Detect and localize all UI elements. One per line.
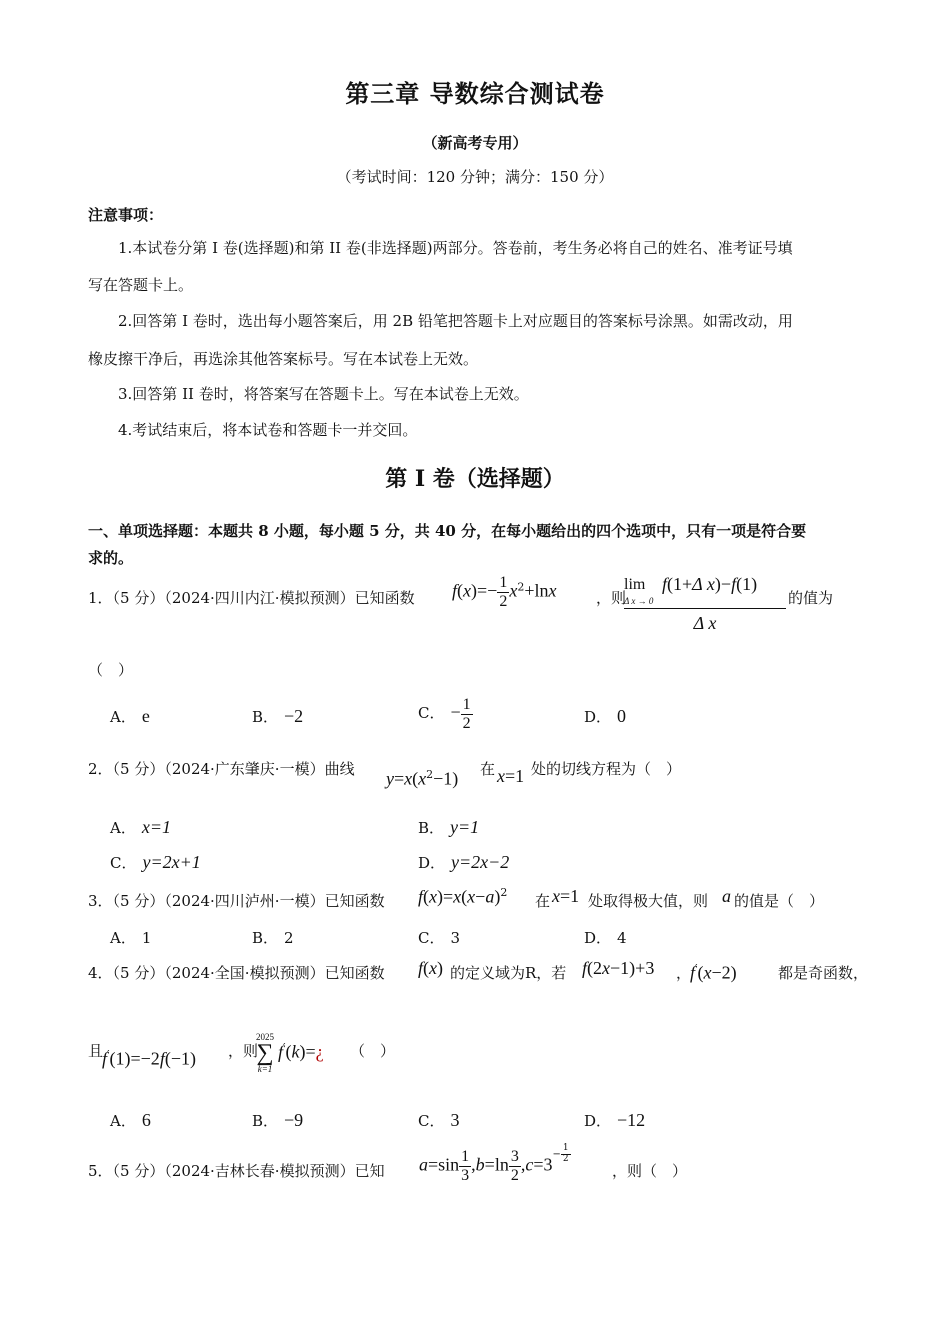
q4-line2-mid: ，则 <box>228 1042 259 1060</box>
section-instructions-line-1: 一、单项选择题：本题共 8 小题，每小题 5 分，共 40 分，在每小题给出的四个选项中，只有一项是符合要 <box>88 522 807 540</box>
q4-suffix: 都是奇函数， <box>778 964 869 982</box>
q1-mid: ，则 <box>596 589 627 607</box>
note-4: 4.考试结束后，将本试卷和答题卡一并交回。 <box>118 421 418 439</box>
q1-function-formula: f(x)=− $\frac{1}{2}$ $x^2+\ln x$ <box>452 574 557 610</box>
q1-option-d: D． 0 <box>584 706 627 726</box>
q3-function-formula: $f(x)=x(x-a)^2$ <box>418 886 508 907</box>
q1-option-c: C． − $\frac{1}{2}$ <box>418 696 471 732</box>
note-2-line-2: 橡皮擦干净后，再选涂其他答案标号。写在本试卷上无效。 <box>88 350 479 368</box>
q4-function-formula: f(x) <box>418 958 444 978</box>
q1-option-a: A． e <box>110 706 150 726</box>
q1-suffix: 的值为 <box>788 589 834 607</box>
q2-point-formula: x=1 <box>497 766 525 786</box>
q3-param-a: a <box>722 886 731 906</box>
q4-derivative-formula: f′(x−2) <box>690 962 737 983</box>
q2-curve-formula: $y=x(x^2-1)$ <box>386 768 459 789</box>
q1-option-b: B． −2 <box>252 706 304 726</box>
note-1-line-2: 写在答题卡上。 <box>88 276 194 294</box>
note-2-line-1: 2.回答第 I 卷时，选出每小题答案后，用 2B 铅笔把答题卡上对应题目的答案标号涂黑。如需改动，用 <box>118 312 793 330</box>
q2-option-d: D． y=2x−2 <box>418 852 510 872</box>
q2-prefix: 2．（5 分）（2024·广东肇庆·一模）曲线 <box>88 760 355 778</box>
note-1-line-1: 1.本试卷分第 I 卷(选择题)和第 II 卷(非选择题)两部分。答卷前，考生务必将自己的姓名、准考证号填 <box>118 239 793 257</box>
notes-heading: 注意事项： <box>88 206 164 224</box>
q2-option-c: C． y=2x+1 <box>110 852 201 872</box>
section-title: 第 I 卷（选择题） <box>385 466 565 492</box>
q4-prefix: 4．（5 分）（2024·全国·模拟预测）已知函数 <box>88 964 385 982</box>
q3-option-c: C． 3 <box>418 929 461 947</box>
q4-sum-formula: 2025 ∑ k=1 f′(k)=¿ <box>256 1032 324 1074</box>
q4-option-b: B． −9 <box>252 1110 304 1130</box>
q3-option-b: B． 2 <box>252 929 294 947</box>
exam-info: （考试时间：120 分钟；满分：150 分） <box>336 168 614 186</box>
q2-option-a: A． x=1 <box>110 817 171 837</box>
q4-mid2: ， <box>676 964 692 982</box>
q1-answer-paren: （ ） <box>88 661 134 679</box>
q3-point-formula: x=1 <box>552 886 580 906</box>
q5-prefix: 5．（5 分）（2024·吉林长春·模拟预测）已知 <box>88 1162 385 1180</box>
q5-suffix: ，则（ ） <box>612 1162 688 1180</box>
q3-mid2: 处取得极大值，则 <box>588 892 709 910</box>
q4-sum-upper: 2025 <box>256 1032 274 1042</box>
q4-option-a: A． 6 <box>110 1110 151 1130</box>
q4-line2-suffix: （ ） <box>350 1042 396 1060</box>
q4-condition-formula: f′(1)=−2f(−1) <box>102 1048 196 1069</box>
q5-values-formula: a=sin $\frac{1}{3}$ ,b=ln $\frac{3}{2}$ ,c=3− $\frac{1}{2}$ <box>419 1143 569 1184</box>
q4-shift-formula: f(2x−1)+3 <box>582 958 655 978</box>
q2-option-b: B． y=1 <box>418 817 480 837</box>
q3-option-d: D． 4 <box>584 929 627 947</box>
page-subtitle: （新高考专用） <box>422 134 528 152</box>
q2-suffix: 处的切线方程为（ ） <box>531 760 682 778</box>
q3-prefix: 3．（5 分）（2024·四川泸州·一模）已知函数 <box>88 892 385 910</box>
note-3: 3.回答第 II 卷时，将答案写在答题卡上。写在本试卷上无效。 <box>118 385 529 403</box>
q4-line2-prefix: 且 <box>88 1042 104 1060</box>
q3-mid: 在 <box>535 892 551 910</box>
q3-option-a: A． 1 <box>110 929 152 947</box>
section-instructions-line-2: 求的。 <box>88 549 134 567</box>
q2-mid: 在 <box>480 760 496 778</box>
page-title: 第三章 导数综合测试卷 <box>345 79 605 108</box>
q3-suffix: 的值是（ ） <box>734 892 825 910</box>
q4-mid: 的定义域为R，若 <box>450 964 567 982</box>
q4-option-d: D． −12 <box>584 1110 646 1130</box>
q4-sum-lower: k=1 <box>257 1064 273 1074</box>
q4-option-c: C． 3 <box>418 1110 460 1130</box>
q1-prefix: 1．（5 分）（2024·四川内江·模拟预测）已知函数 <box>88 589 415 607</box>
q1-limit-formula: lim Δ x → 0 f(1+Δ x)−f(1) Δ x <box>624 574 786 634</box>
